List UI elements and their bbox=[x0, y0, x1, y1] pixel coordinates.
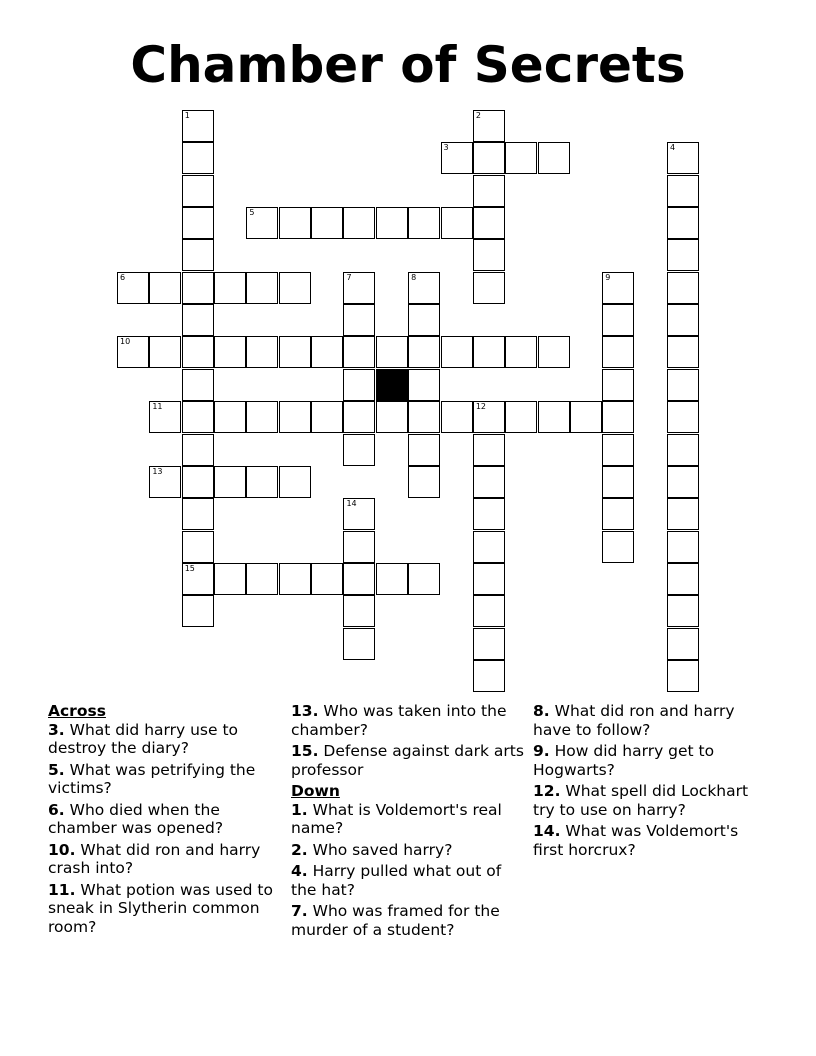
clue-number: 4 bbox=[669, 143, 676, 153]
grid-cell[interactable] bbox=[182, 207, 214, 239]
grid-cell[interactable] bbox=[376, 401, 408, 433]
grid-cell[interactable] bbox=[538, 336, 570, 368]
grid-cell[interactable] bbox=[602, 369, 634, 401]
grid-cell[interactable] bbox=[667, 563, 699, 595]
grid-cell[interactable] bbox=[246, 401, 278, 433]
grid-cell[interactable] bbox=[667, 142, 699, 174]
grid-cell[interactable] bbox=[343, 498, 375, 530]
clue-across-3: 3. What did harry use to destroy the diary? bbox=[48, 720, 239, 757]
grid-cell[interactable] bbox=[538, 142, 570, 174]
clues-column-3 bbox=[533, 702, 771, 862]
grid-cell[interactable] bbox=[473, 466, 505, 498]
clue-down-7: 7. Who was framed for the murder of a student? bbox=[291, 902, 500, 939]
grid-cell[interactable] bbox=[667, 660, 699, 692]
grid-cell[interactable] bbox=[408, 466, 440, 498]
grid-cell[interactable] bbox=[214, 466, 246, 498]
grid-cell[interactable] bbox=[408, 563, 440, 595]
grid-cell[interactable] bbox=[602, 498, 634, 530]
grid-cell[interactable] bbox=[343, 595, 375, 627]
grid-cell[interactable] bbox=[505, 336, 537, 368]
grid-cell[interactable] bbox=[667, 175, 699, 207]
grid-cell[interactable] bbox=[182, 336, 214, 368]
grid-cell[interactable] bbox=[473, 531, 505, 563]
grid-cell[interactable] bbox=[408, 401, 440, 433]
grid-cell[interactable] bbox=[343, 272, 375, 304]
grid-cell[interactable] bbox=[182, 434, 214, 466]
grid-cell[interactable] bbox=[214, 272, 246, 304]
grid-cell[interactable] bbox=[667, 336, 699, 368]
grid-cell[interactable] bbox=[311, 207, 343, 239]
grid-cell[interactable] bbox=[117, 336, 149, 368]
grid-cell[interactable] bbox=[182, 272, 214, 304]
grid-cell[interactable] bbox=[279, 272, 311, 304]
grid-cell[interactable] bbox=[279, 563, 311, 595]
across-heading: Across bbox=[48, 702, 106, 720]
clue-down-2: 2. Who saved harry? bbox=[291, 840, 453, 859]
grid-cell[interactable] bbox=[602, 434, 634, 466]
grid-cell[interactable] bbox=[214, 336, 246, 368]
grid-cell[interactable] bbox=[667, 434, 699, 466]
grid-cell[interactable] bbox=[279, 336, 311, 368]
clue-across-10: 10. What did ron and harry crash into? bbox=[48, 840, 261, 877]
clue-number: 15 bbox=[184, 563, 195, 573]
grid-cell[interactable] bbox=[182, 110, 214, 142]
grid-cell[interactable] bbox=[667, 498, 699, 530]
grid-cell[interactable] bbox=[473, 401, 505, 433]
grid-cell[interactable] bbox=[149, 401, 181, 433]
clue-down-1: 1. What is Voldemort's real name? bbox=[291, 800, 502, 837]
grid-cell[interactable] bbox=[182, 304, 214, 336]
grid-cell[interactable] bbox=[182, 369, 214, 401]
clue-number: 11 bbox=[152, 402, 163, 412]
grid-cell[interactable] bbox=[214, 563, 246, 595]
grid-cell[interactable] bbox=[182, 239, 214, 271]
clue-number: 6 bbox=[120, 272, 126, 282]
grid-cell[interactable] bbox=[473, 239, 505, 271]
grid-cell[interactable] bbox=[182, 466, 214, 498]
clue-number: 14 bbox=[346, 499, 357, 509]
grid-cell[interactable] bbox=[602, 466, 634, 498]
grid-cell[interactable] bbox=[343, 401, 375, 433]
clue-number: 13 bbox=[152, 466, 163, 476]
clue-down-14: 14. What was Voldemort's first horcrux? bbox=[533, 822, 739, 859]
grid-cell[interactable] bbox=[246, 563, 278, 595]
clue-across-6: 6. Who died when the chamber was opened? bbox=[48, 800, 224, 837]
grid-cell[interactable] bbox=[505, 401, 537, 433]
grid-cell[interactable] bbox=[408, 336, 440, 368]
grid-cell[interactable] bbox=[441, 142, 473, 174]
grid-cell[interactable] bbox=[667, 595, 699, 627]
grid-cell[interactable] bbox=[667, 401, 699, 433]
grid-cell[interactable] bbox=[182, 142, 214, 174]
grid-cell[interactable] bbox=[149, 336, 181, 368]
grid-cell[interactable] bbox=[311, 401, 343, 433]
grid-cell[interactable] bbox=[667, 272, 699, 304]
grid-cell[interactable] bbox=[473, 563, 505, 595]
grid-cell[interactable] bbox=[117, 272, 149, 304]
grid-cell[interactable] bbox=[473, 595, 505, 627]
grid-cell[interactable] bbox=[246, 466, 278, 498]
grid-cell[interactable] bbox=[473, 175, 505, 207]
grid-cell[interactable] bbox=[408, 304, 440, 336]
clue-down-12: 12. What spell did Lockhart try to use on harry? bbox=[533, 782, 749, 819]
clue-number: 2 bbox=[475, 111, 481, 120]
grid-cell[interactable] bbox=[602, 304, 634, 336]
clues-column-1 bbox=[48, 702, 286, 939]
clue-down-9: 9. How did harry get to Hogwarts? bbox=[533, 742, 715, 779]
grid-cell[interactable] bbox=[343, 434, 375, 466]
grid-cell[interactable] bbox=[343, 207, 375, 239]
clues-column-2 bbox=[291, 702, 529, 942]
grid-cell[interactable] bbox=[311, 336, 343, 368]
down-heading: Down bbox=[291, 782, 340, 800]
grid-cell[interactable] bbox=[473, 660, 505, 692]
clue-number: 9 bbox=[605, 272, 611, 282]
grid-cell[interactable] bbox=[505, 142, 537, 174]
grid-cell[interactable] bbox=[182, 401, 214, 433]
grid-cell[interactable] bbox=[441, 336, 473, 368]
clue-number: 8 bbox=[411, 272, 417, 282]
grid-cell[interactable] bbox=[376, 207, 408, 239]
grid-cell[interactable] bbox=[441, 207, 473, 239]
grid-cell[interactable] bbox=[667, 239, 699, 271]
clue-number: 1 bbox=[184, 111, 190, 120]
clue-across-13: 13. Who was taken into the chamber? bbox=[291, 702, 507, 739]
grid-cell[interactable] bbox=[538, 401, 570, 433]
grid-cell[interactable] bbox=[279, 207, 311, 239]
grid-cell[interactable] bbox=[182, 563, 214, 595]
black-square bbox=[376, 369, 408, 401]
clue-across-11: 11. What potion was used to sneak in Slytherin common room? bbox=[48, 880, 273, 936]
grid-cell[interactable] bbox=[667, 531, 699, 563]
grid-cell[interactable] bbox=[343, 628, 375, 660]
clue-across-15: 15. Defense against dark arts professor bbox=[291, 742, 524, 779]
grid-cell[interactable] bbox=[408, 434, 440, 466]
grid-cell[interactable] bbox=[473, 336, 505, 368]
grid-cell[interactable] bbox=[149, 466, 181, 498]
grid-cell[interactable] bbox=[473, 498, 505, 530]
clue-number: 7 bbox=[346, 272, 352, 282]
clue-number: 3 bbox=[443, 143, 449, 153]
grid-cell[interactable] bbox=[182, 175, 214, 207]
grid-cell[interactable] bbox=[473, 142, 505, 174]
grid-cell[interactable] bbox=[149, 272, 181, 304]
grid-cell[interactable] bbox=[602, 336, 634, 368]
clue-number: 10 bbox=[120, 337, 131, 347]
puzzle-title: Chamber of Secrets bbox=[130, 36, 686, 94]
grid-cell[interactable] bbox=[246, 336, 278, 368]
clue-number: 12 bbox=[475, 402, 487, 412]
grid-cell[interactable] bbox=[570, 401, 602, 433]
grid-cell[interactable] bbox=[182, 498, 214, 530]
grid-cell[interactable] bbox=[602, 531, 634, 563]
grid-cell[interactable] bbox=[182, 595, 214, 627]
grid-cell[interactable] bbox=[246, 207, 278, 239]
grid-cell[interactable] bbox=[246, 272, 278, 304]
grid-cell[interactable] bbox=[279, 466, 311, 498]
grid-cell[interactable] bbox=[343, 304, 375, 336]
grid-cell[interactable] bbox=[279, 401, 311, 433]
grid-cell[interactable] bbox=[408, 207, 440, 239]
grid-cell[interactable] bbox=[343, 531, 375, 563]
grid-cell[interactable] bbox=[667, 304, 699, 336]
grid-cell[interactable] bbox=[667, 466, 699, 498]
grid-cell[interactable] bbox=[343, 336, 375, 368]
grid-cell[interactable] bbox=[214, 401, 246, 433]
clue-down-4: 4. Harry pulled what out of the hat? bbox=[291, 862, 502, 899]
clue-down-8: 8. What did ron and harry have to follow? bbox=[533, 702, 735, 739]
grid-cell[interactable] bbox=[667, 628, 699, 660]
grid-cell[interactable] bbox=[473, 434, 505, 466]
grid-cell[interactable] bbox=[602, 272, 634, 304]
grid-cell[interactable] bbox=[376, 336, 408, 368]
grid-cell[interactable] bbox=[473, 628, 505, 660]
grid-cell[interactable] bbox=[408, 272, 440, 304]
grid-cell[interactable] bbox=[343, 563, 375, 595]
clue-across-5: 5. What was petrifying the victims? bbox=[48, 760, 256, 797]
grid-cell[interactable] bbox=[441, 401, 473, 433]
grid-cell[interactable] bbox=[408, 369, 440, 401]
grid-cell[interactable] bbox=[343, 369, 375, 401]
grid-cell[interactable] bbox=[376, 563, 408, 595]
grid-cell[interactable] bbox=[311, 563, 343, 595]
grid-cell[interactable] bbox=[182, 531, 214, 563]
grid-cell[interactable] bbox=[667, 369, 699, 401]
grid-cell[interactable] bbox=[473, 110, 505, 142]
grid-cell[interactable] bbox=[667, 207, 699, 239]
grid-cell[interactable] bbox=[473, 272, 505, 304]
clue-number: 5 bbox=[249, 208, 255, 218]
grid-cell[interactable] bbox=[473, 207, 505, 239]
grid-cell[interactable] bbox=[602, 401, 634, 433]
